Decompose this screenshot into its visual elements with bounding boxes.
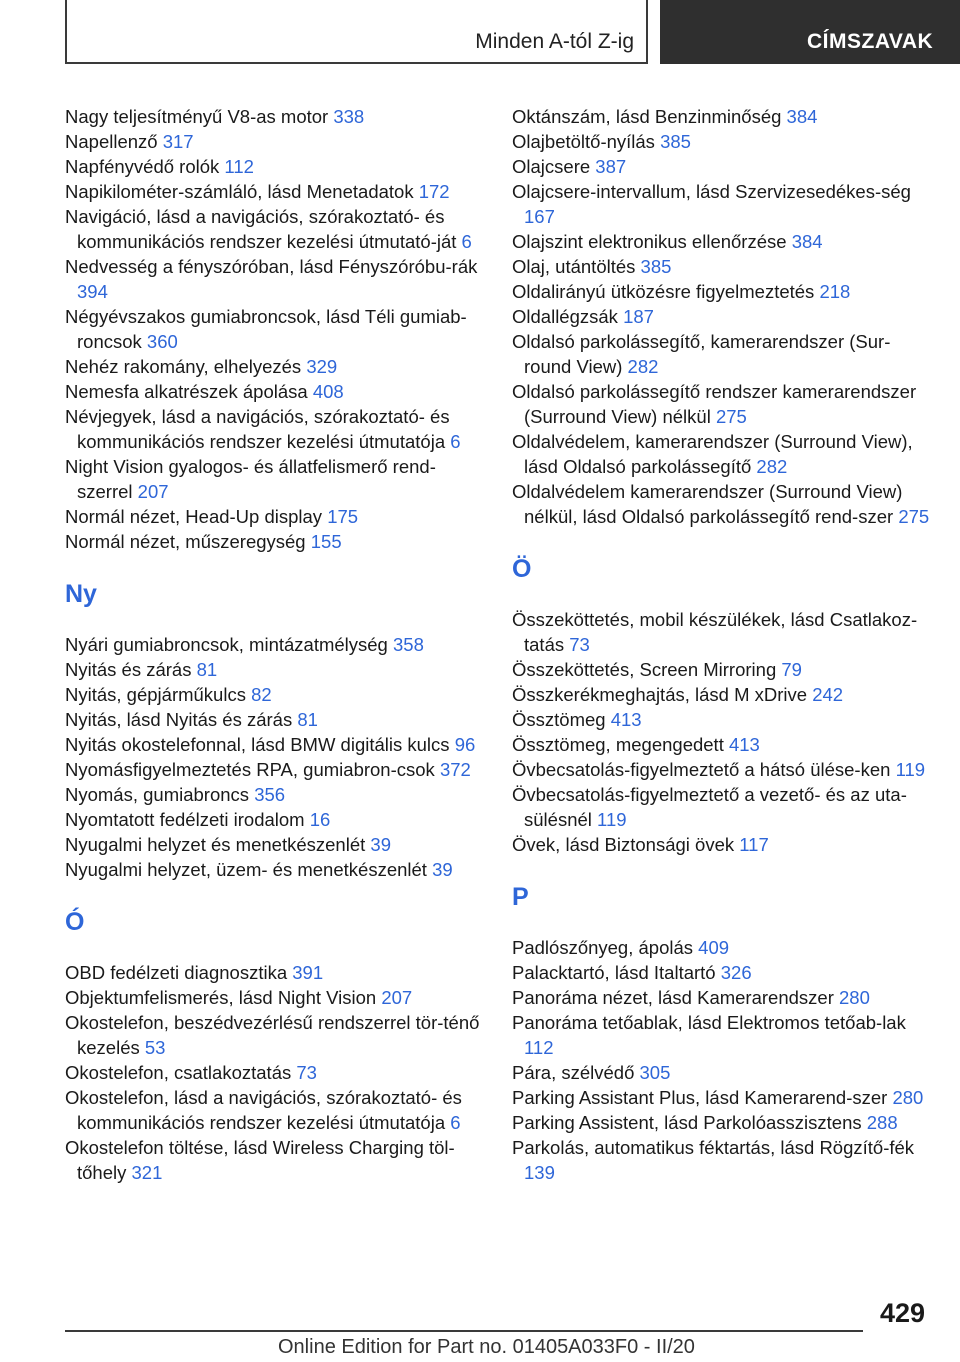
index-entry [512, 657, 932, 682]
index-entry [65, 179, 485, 204]
index-entry-text: Palacktartó, lásd Italtartó [512, 962, 716, 983]
index-entry-text: Névjegyek, lásd a navigációs, szórakoztató- és kommunikációs rendszer kezelési útmutatója [65, 406, 450, 452]
index-entry [65, 1085, 485, 1135]
page-reference-link[interactable]: 112 [224, 156, 254, 177]
index-entry [65, 1060, 485, 1085]
page-reference-link[interactable]: 358 [393, 634, 424, 655]
page-reference-link[interactable]: 73 [569, 634, 590, 655]
index-entry-text: Oktánszám, lásd Benzinminőség [512, 106, 782, 127]
index-entry-text: Normál nézet, Head-Up display [65, 506, 323, 527]
index-entry [512, 279, 932, 304]
index-entry-text: Parkolás, automatikus féktartás, lásd Rögzítő-fék [512, 1137, 915, 1158]
index-entry-text: Oldalsó parkolássegítő rendszer kamerarendszer (Surround View) nélkül [512, 381, 917, 427]
index-entry [65, 404, 485, 454]
page-reference-link[interactable]: 39 [370, 834, 391, 855]
page-reference-link[interactable]: 282 [756, 456, 788, 477]
page-reference-link[interactable]: 112 [524, 1037, 554, 1058]
index-entry [65, 985, 485, 1010]
page-reference-link[interactable]: 413 [728, 734, 760, 755]
index-entry-text: Napfényvédő rolók [65, 156, 220, 177]
page-reference-link[interactable]: 338 [333, 106, 365, 127]
index-entry-text: Nyugalmi helyzet és menetkészenlét [65, 834, 366, 855]
page-reference-link[interactable]: 167 [524, 206, 555, 227]
page-reference-link[interactable]: 155 [310, 531, 342, 552]
index-entry [65, 757, 485, 782]
index-entry-text: Összeköttetés, Screen Mirroring [512, 659, 777, 680]
page-reference-link[interactable]: 275 [715, 406, 747, 427]
index-entry-text: Padlószőnyeg, ápolás [512, 937, 694, 958]
index-entry [65, 960, 485, 985]
index-entry-text: Nyomtatott fedélzeti irodalom [65, 809, 305, 830]
header-tab[interactable] [660, 0, 960, 64]
page-reference-link[interactable]: 372 [439, 759, 471, 780]
page-reference-link[interactable]: 385 [660, 131, 691, 152]
index-entry-text: Panoráma nézet, lásd Kamerarendszer [512, 987, 834, 1008]
page-reference-link[interactable]: 384 [786, 106, 818, 127]
footer-edition: Online Edition for Part no. 01405A033F0 - II/20 [278, 1336, 695, 1358]
index-entry [512, 1110, 932, 1135]
index-entry [512, 985, 932, 1010]
index-entry-text: Oldalvédelem, kamerarendszer (Surround View), lásd Oldalsó parkolássegítő [512, 431, 913, 477]
page-reference-link[interactable]: 384 [791, 231, 823, 252]
index-entry-text: Nedvesség a fényszóróban, lásd Fényszóróbu-rák [65, 256, 478, 277]
index-entry-text: Övbecsatolás-figyelmeztető a hátsó ülése-ken [512, 759, 891, 780]
index-entry [512, 179, 932, 229]
page-reference-link[interactable]: 39 [432, 859, 453, 880]
page-reference-link[interactable]: 305 [639, 1062, 671, 1083]
index-entry-text: Okostelefon töltése, lásd Wireless Charging töl-tőhely [65, 1137, 455, 1183]
footer-divider [65, 1330, 863, 1332]
index-column-left [65, 104, 485, 1185]
page-reference-link[interactable]: 96 [454, 734, 476, 755]
index-entry-text: Nyomásfigyelmeztetés RPA, gumiabron-csok [65, 759, 435, 780]
index-entry-text: Olajcsere-intervallum, lásd Szervizesedékes-ség [512, 181, 911, 202]
page-reference-link[interactable]: 81 [297, 709, 318, 730]
index-entry [65, 529, 485, 554]
index-entry-text: Napellenző [65, 131, 158, 152]
index-entry [512, 732, 932, 757]
index-entry [512, 1085, 932, 1110]
index-entry-text: Össztömeg, megengedett [512, 734, 724, 755]
index-entry-text: Night Vision gyalogos- és állatfelismerő rend-szerrel [65, 456, 436, 502]
index-entry [512, 254, 932, 279]
index-entry [512, 479, 932, 529]
page-reference-link[interactable]: 356 [254, 784, 286, 805]
index-entry [512, 782, 932, 832]
index-entry-text: Négyévszakos gumiabroncsok, lásd Téli gumiab-roncsok [65, 306, 467, 352]
page-reference-link[interactable]: 82 [251, 684, 272, 705]
index-entry [512, 832, 932, 857]
index-entry-text: Összkerékmeghajtás, lásd M xDrive [512, 684, 808, 705]
index-entry-text: Összeköttetés, mobil készülékek, lásd Csatlakoz-tatás [512, 609, 918, 655]
page-reference-link[interactable]: 139 [524, 1162, 555, 1183]
page-reference-link[interactable]: 175 [327, 506, 359, 527]
page-number: 429 [879, 1298, 925, 1328]
index-entry [512, 104, 932, 129]
index-entry [512, 607, 932, 657]
index-entry [512, 379, 932, 429]
page-reference-link[interactable]: 280 [839, 987, 870, 1008]
page-reference-link[interactable]: 242 [812, 684, 844, 705]
page-reference-link[interactable]: 317 [162, 131, 194, 152]
page-reference-link[interactable]: 391 [292, 962, 324, 983]
index-entry-text: Olajcsere [512, 156, 591, 177]
index-entry-text: Olajbetöltő-nyílás [512, 131, 655, 152]
page-reference-link[interactable]: 275 [898, 506, 930, 527]
index-entry-text: Navigáció, lásd a navigációs, szórakoztató- és kommunikációs rendszer kezelési útmutató-ját [65, 206, 457, 252]
index-entry [65, 707, 485, 732]
page-reference-link[interactable]: 117 [739, 834, 769, 855]
index-entry [512, 757, 932, 782]
index-entry [512, 1060, 932, 1085]
index-entry-text: Okostelefon, csatlakoztatás [65, 1062, 292, 1083]
index-entry-text: Nyári gumiabroncsok, mintázatmélység [65, 634, 388, 655]
index-letter-heading: Ny [65, 580, 97, 608]
page-reference-link[interactable]: 16 [309, 809, 331, 830]
page-reference-link[interactable]: 413 [610, 709, 642, 730]
index-letter-heading: P [512, 883, 529, 911]
index-entry-text: Pára, szélvédő [512, 1062, 635, 1083]
page-reference-link[interactable]: 280 [892, 1087, 924, 1108]
index-entry-text: Nyitás okostelefonnal, lásd BMW digitális kulcs [65, 734, 450, 755]
header-tab-label: CÍMSZAVAK [807, 30, 934, 53]
header-section-title: Minden A-tól Z-ig [475, 30, 634, 53]
page-reference-link[interactable]: 288 [866, 1112, 898, 1133]
page-reference-link[interactable]: 6 [450, 431, 461, 452]
index-entry [512, 429, 932, 479]
index-column-right [512, 104, 932, 1185]
page-reference-link[interactable]: 207 [381, 987, 413, 1008]
index-entry [512, 229, 932, 254]
page-reference-link[interactable]: 79 [781, 659, 802, 680]
index-entry-text: Nemesfa alkatrészek ápolása [65, 381, 308, 402]
index-entry [65, 857, 485, 882]
index-entry-text: Övbecsatolás-figyelmeztető a vezető- és az uta-sülésnél [512, 784, 907, 830]
page-reference-link[interactable]: 329 [306, 356, 338, 377]
page-reference-link[interactable]: 207 [137, 481, 169, 502]
index-entry [65, 304, 485, 354]
index-entry-text: Olaj, utántöltés [512, 256, 636, 277]
index-entry-text: Napikilométer-számláló, lásd Menetadatok [65, 181, 414, 202]
page-reference-link[interactable]: 6 [461, 231, 472, 252]
index-entry [512, 960, 932, 985]
index-entry-text: Olajszint elektronikus ellenőrzése [512, 231, 787, 252]
index-entry-text: Össztömeg [512, 709, 606, 730]
index-entry [512, 1010, 932, 1060]
index-letter-heading: Ö [512, 555, 532, 583]
page-reference-link[interactable]: 385 [640, 256, 672, 277]
index-entry [512, 935, 932, 960]
index-entry [65, 254, 485, 304]
index-entry [65, 354, 485, 379]
page-reference-link[interactable]: 409 [698, 937, 730, 958]
index-entry-text: Oldallégzsák [512, 306, 618, 327]
index-entry-text: Normál nézet, műszeregység [65, 531, 306, 552]
index-entry-text: Parking Assistent, lásd Parkolóasszisztens [512, 1112, 862, 1133]
index-entry-text: Nagy teljesítményű V8-as motor [65, 106, 329, 127]
index-entry-text: OBD fedélzeti diagnosztika [65, 962, 288, 983]
page-reference-link[interactable]: 394 [77, 281, 108, 302]
index-entry [65, 807, 485, 832]
index-entry-text: Oldalirányú ütközésre figyelmeztetés [512, 281, 815, 302]
page-reference-link[interactable]: 360 [146, 331, 178, 352]
index-entry [65, 1010, 485, 1060]
index-entry-text: Nyitás, lásd Nyitás és zárás [65, 709, 293, 730]
index-entry [65, 657, 485, 682]
index-entry-text: Parking Assistant Plus, lásd Kamerarend-szer [512, 1087, 888, 1108]
page-reference-link[interactable]: 81 [196, 659, 218, 680]
index-entry [65, 104, 485, 129]
index-entry [65, 379, 485, 404]
page-reference-link[interactable]: 73 [296, 1062, 317, 1083]
index-entry [512, 304, 932, 329]
index-entry-text: Nyomás, gumiabroncs [65, 784, 250, 805]
index-letter-heading: Ó [65, 908, 85, 936]
index-entry [65, 154, 485, 179]
index-entry [65, 504, 485, 529]
index-entry-text: Objektumfelismerés, lásd Night Vision [65, 987, 377, 1008]
index-entry [65, 454, 485, 504]
page-reference-link[interactable]: 53 [144, 1037, 166, 1058]
index-entry-text: Nyitás és zárás [65, 659, 192, 680]
index-entry [65, 129, 485, 154]
index-entry [512, 682, 932, 707]
page-reference-link[interactable]: 187 [623, 306, 654, 327]
index-entry [65, 682, 485, 707]
index-entry-text: Övek, lásd Biztonsági övek [512, 834, 735, 855]
index-entry [512, 129, 932, 154]
index-entry [65, 832, 485, 857]
index-entry [65, 782, 485, 807]
page-reference-link[interactable]: 387 [595, 156, 627, 177]
index-entry [65, 204, 485, 254]
page-reference-link[interactable]: 282 [627, 356, 659, 377]
index-entry-text: Oldalsó parkolássegítő, kamerarendszer (Sur-round View) [512, 331, 891, 377]
index-entry [65, 1135, 485, 1185]
index-entry-text: Okostelefon, lásd a navigációs, szórakoztató- és kommunikációs rendszer kezelési útmutatója [65, 1087, 462, 1133]
index-entry-text: Oldalvédelem kamerarendszer (Surround View) nélkül, lásd Oldalsó parkolássegítő rend-szer [512, 481, 903, 527]
index-entry [512, 1135, 932, 1185]
index-entry [65, 632, 485, 657]
page-reference-link[interactable]: 321 [131, 1162, 163, 1183]
index-entry-text: Nyitás, gépjárműkulcs [65, 684, 246, 705]
index-entry [512, 707, 932, 732]
index-entry [512, 329, 932, 379]
page-reference-link[interactable]: 172 [418, 181, 450, 202]
page-reference-link[interactable]: 6 [450, 1112, 461, 1133]
index-entry-text: Nehéz rakomány, elhelyezés [65, 356, 302, 377]
page-reference-link[interactable]: 119 [895, 759, 926, 780]
index-entry-text: Panoráma tetőablak, lásd Elektromos tetőab-lak [512, 1012, 906, 1033]
index-entry [65, 732, 485, 757]
page-reference-link[interactable]: 408 [312, 381, 344, 402]
index-entry-text: Nyugalmi helyzet, üzem- és menetkészenlét [65, 859, 427, 880]
page-reference-link[interactable]: 218 [819, 281, 851, 302]
index-entry [512, 154, 932, 179]
page-reference-link[interactable]: 326 [720, 962, 752, 983]
page-reference-link[interactable]: 119 [597, 809, 627, 830]
index-entry-text: Okostelefon, beszédvezérlésű rendszerrel tör-ténő kezelés [65, 1012, 480, 1058]
